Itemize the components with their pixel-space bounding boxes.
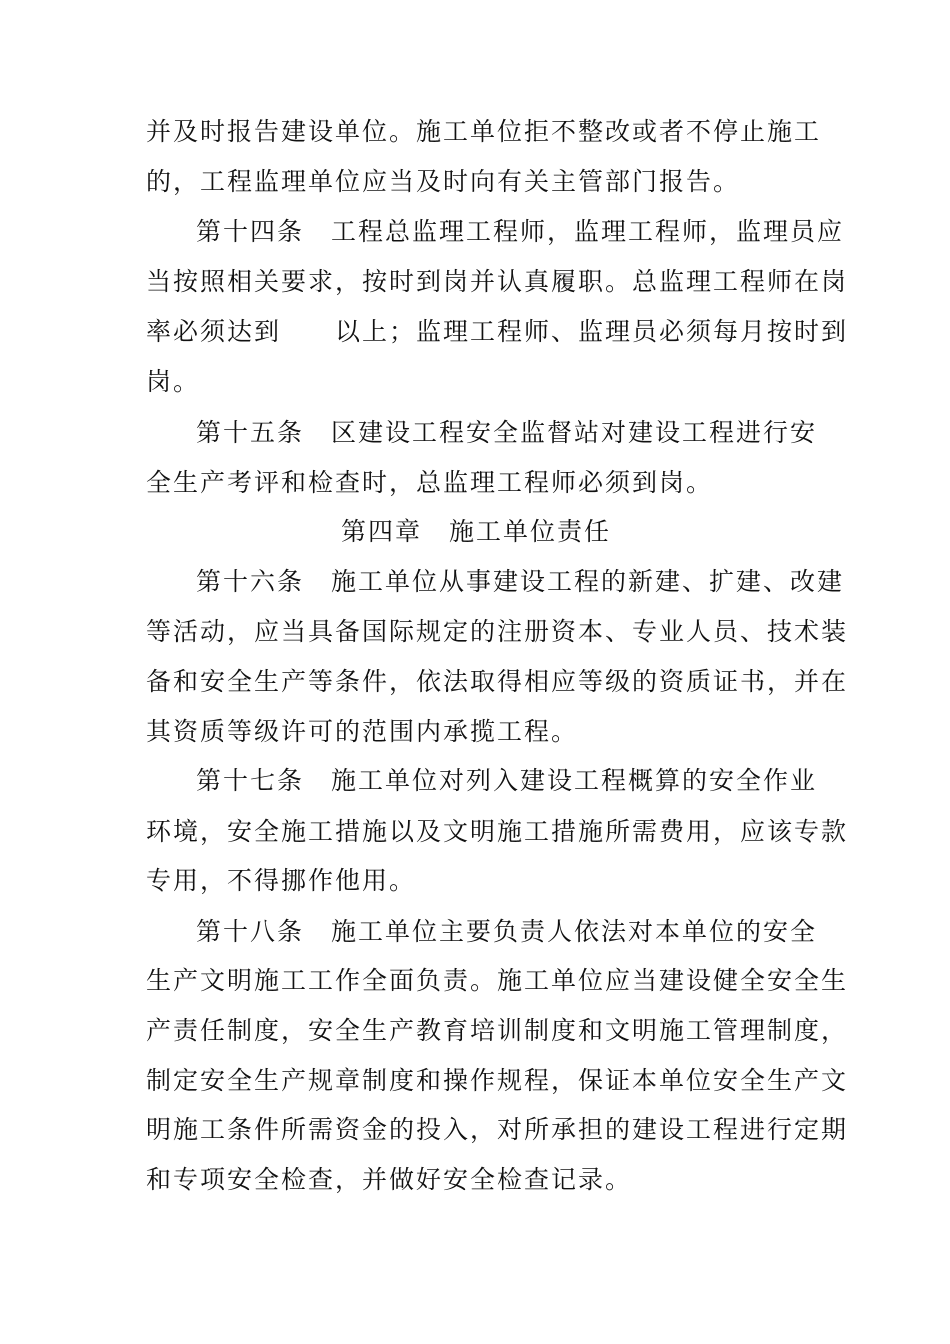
text-line: 等活动，应当具备国际规定的注册资本、专业人员、技术装 [146,617,849,646]
chapter-heading: 第四章 施工单位责任 [340,517,611,546]
text-line: 备和安全生产等条件，依法取得相应等级的资质证书，并在 [146,667,849,696]
text-line: 率必须达到 以上；监理工程师、监理员必须每月按时到 [146,317,849,346]
text-line: 的，工程监理单位应当及时向有关主管部门报告。 [146,167,741,196]
article-16-start: 第十六条 施工单位从事建设工程的新建、扩建、改建 [196,567,845,596]
article-14-start: 第十四条 工程总监理工程师，监理工程师，监理员应 [196,217,845,246]
text-line: 其资质等级许可的范围内承揽工程。 [146,717,579,746]
text-line: 全生产考评和检查时，总监理工程师必须到岗。 [146,468,714,497]
text-line: 产责任制度，安全生产教育培训制度和文明施工管理制度， [146,1016,849,1045]
text-line: 制定安全生产规章制度和操作规程，保证本单位安全生产文 [146,1066,849,1095]
article-18-start: 第十八条 施工单位主要负责人依法对本单位的安全 [196,917,818,946]
text-line: 岗。 [146,367,201,396]
text-line: 明施工条件所需资金的投入，对所承担的建设工程进行定期 [146,1115,849,1144]
text-line: 环境，安全施工措施以及文明施工措施所需费用，应该专款 [146,817,849,846]
text-line: 和专项安全检查，并做好安全检查记录。 [146,1165,633,1194]
text-line: 生产文明施工工作全面负责。施工单位应当建设健全安全生 [146,966,849,995]
article-17-start: 第十七条 施工单位对列入建设工程概算的安全作业 [196,766,818,795]
text-line: 当按照相关要求，按时到岗并认真履职。总监理工程师在岗 [146,267,849,296]
text-line: 专用，不得挪作他用。 [146,866,417,895]
text-line: 并及时报告建设单位。施工单位拒不整改或者不停止施工 [146,117,822,146]
article-15-start: 第十五条 区建设工程安全监督站对建设工程进行安 [196,418,818,447]
